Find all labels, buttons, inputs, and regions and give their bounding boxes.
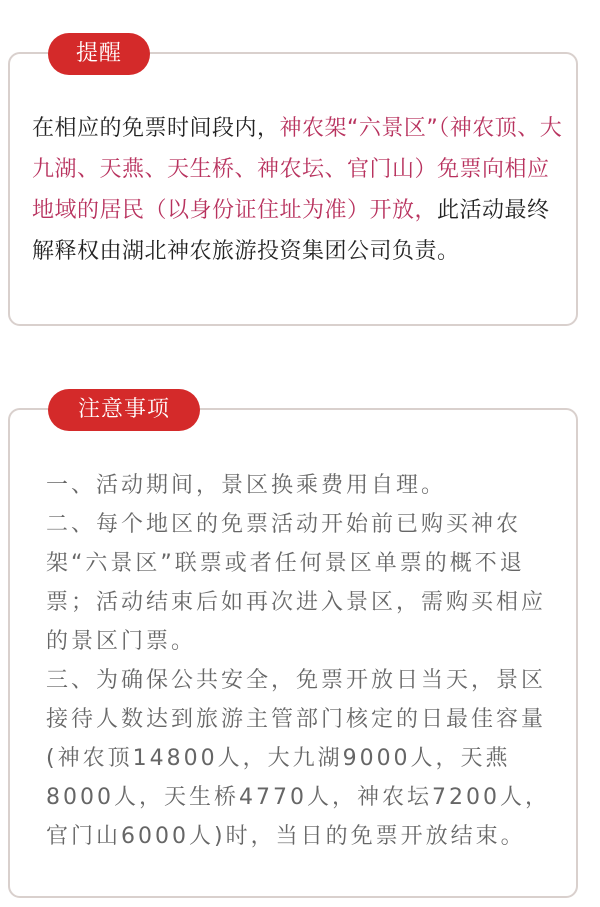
notice-card bbox=[8, 397, 578, 898]
notice-item-3: 三、为确保公共安全，免票开放日当天，景区接待人数达到旅游主管部门核定的日最佳容量(神农顶14800人，大九湖9000人，天燕8000人，天生桥4770人，神农坛7200人，官门山6000人)时，当日的免票开放结束。 bbox=[46, 668, 550, 849]
notice-title-badge: 注意事项 bbox=[48, 389, 200, 431]
reminder-text bbox=[32, 108, 564, 272]
reminder-title-badge: 提醒 bbox=[48, 33, 150, 75]
reminder-text-highlight: 神农架“六景区”（神农顶、大九湖、天燕、天生桥、神农坛、官门山）免票向相应地域的居民（以身份证住址为准）开放， bbox=[32, 116, 563, 223]
notice-item-1: 一、活动期间，景区换乘费用自理。 bbox=[46, 473, 447, 498]
notice-item-2: 二、每个地区的免票活动开始前已购买神农架“六景区”联票或者任何景区单票的概不退票；活动结束后如再次进入景区，需购买相应的景区门票。 bbox=[46, 512, 547, 654]
reminder-text-outro: 此活动最终解释权由湖北神农旅游投资集团公司负责。 bbox=[32, 198, 550, 264]
reminder-text-intro: 在相应的免票时间段内， bbox=[32, 116, 280, 141]
reminder-card bbox=[8, 41, 578, 326]
notice-list bbox=[46, 466, 556, 856]
